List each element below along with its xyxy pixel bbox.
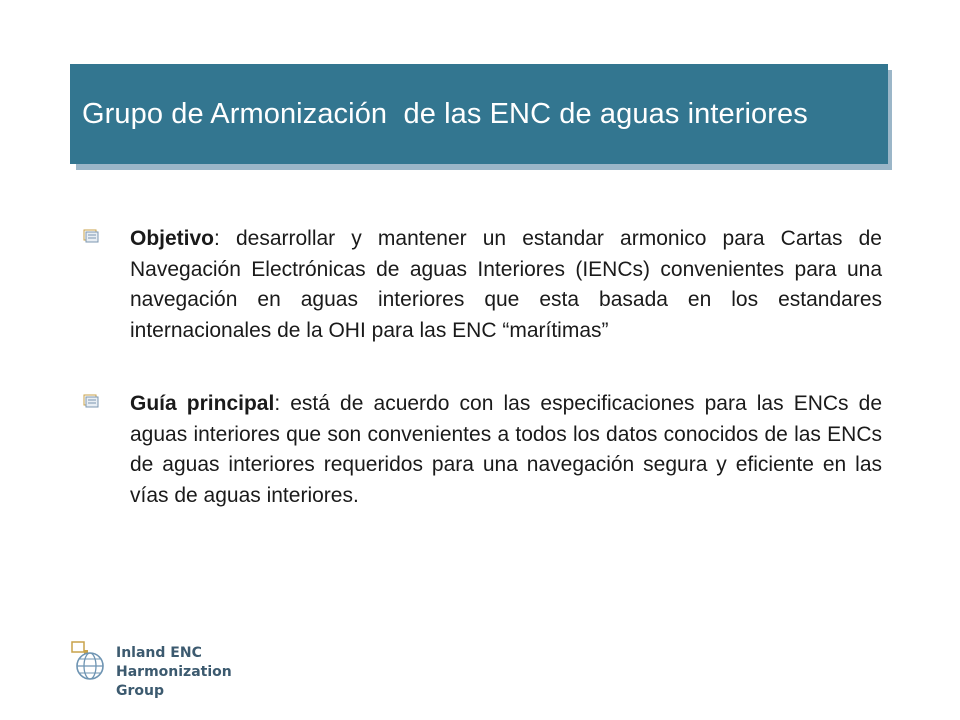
bullet-list xyxy=(82,224,882,554)
bullet-body: : desarrollar y mantener un estandar armonico para Cartas de Navegación Electrónicas de aguas Interiores (IENCs) convenientes para una navegación en aguas interiores que esta basada en los estandares internacionales de la OHI para las ENC “marítimas” xyxy=(130,227,882,342)
bullet-icon xyxy=(82,393,100,409)
slide-title: Grupo de Armonización de las ENC de aguas interiores xyxy=(82,97,808,130)
bullet-paragraph xyxy=(130,224,882,346)
bullet-item-guia xyxy=(82,389,882,511)
logo-text xyxy=(116,644,270,701)
bullet-label: Guía principal xyxy=(130,392,275,415)
logo-line-1: Inland ENC xyxy=(116,645,202,661)
logo-line-2: Harmonization Group xyxy=(116,664,232,699)
title-banner xyxy=(70,64,888,164)
globe-icon xyxy=(70,640,106,684)
bullet-item-objetivo xyxy=(82,224,882,346)
bullet-icon xyxy=(82,228,100,244)
bullet-paragraph xyxy=(130,389,882,511)
bullet-label: Objetivo xyxy=(130,227,215,250)
bullet-body: : está de acuerdo con las especificaciones para las ENCs de aguas interiores que son convenientes a todos los datos conocidos de las ENCs de aguas interiores requeridos para una navegación segura y eficiente en las vías de aguas interiores. xyxy=(130,392,883,507)
logo xyxy=(70,640,270,699)
